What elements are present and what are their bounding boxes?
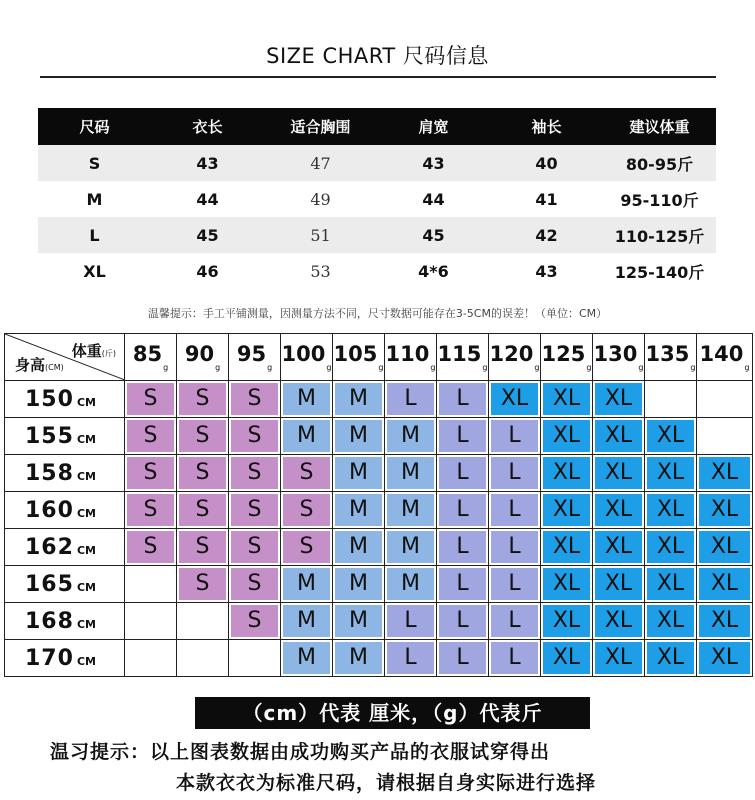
size-cell: [593, 529, 645, 566]
weight-header-135: [645, 334, 697, 381]
size-label: L: [456, 534, 469, 559]
size-label: S: [143, 423, 158, 448]
size-cell: [437, 529, 489, 566]
cell-sleeve: 41: [535, 189, 558, 209]
height-unit: CM: [76, 617, 96, 631]
size-cell: [541, 492, 593, 529]
size-label: M: [401, 534, 420, 559]
size-label: M: [349, 460, 368, 485]
size-cell: [125, 640, 177, 677]
height-value: 162: [25, 534, 74, 560]
table-row: [5, 566, 753, 603]
header-sleeve: 袖长: [490, 108, 603, 145]
weight-value: 125: [541, 342, 586, 366]
size-cell: [385, 418, 437, 455]
size-label: L: [508, 571, 521, 596]
size-cell: [333, 455, 385, 492]
weight-header-90: [177, 334, 229, 381]
size-label: M: [297, 423, 316, 448]
size-label: M: [401, 497, 420, 522]
size-cell: [281, 529, 333, 566]
size-label: S: [299, 460, 314, 485]
grid-corner: [5, 334, 125, 381]
size-label: M: [349, 423, 368, 448]
weight-value: 140: [699, 342, 744, 366]
size-label: L: [456, 497, 469, 522]
weight-header-140: [697, 334, 753, 381]
size-cell: [697, 640, 753, 677]
size-label: XL: [710, 571, 739, 596]
weight-value: 130: [593, 342, 638, 366]
cell-sleeve: 40: [490, 145, 603, 181]
weight-value: 110: [385, 342, 430, 366]
size-cell: [333, 418, 385, 455]
size-label: XL: [552, 645, 581, 670]
weight-header-120: [489, 334, 541, 381]
size-label: S: [195, 460, 210, 485]
height-unit: CM: [76, 580, 96, 594]
size-label: XL: [552, 608, 581, 633]
size-label: XL: [656, 497, 685, 522]
cell-shoulder: 44: [422, 189, 445, 209]
size-cell: [281, 566, 333, 603]
height-unit: CM: [76, 432, 96, 446]
size-cell: [177, 455, 229, 492]
size-label: M: [297, 386, 316, 411]
size-cell: [229, 455, 281, 492]
size-label: XL: [656, 534, 685, 559]
weight-header-125: [541, 334, 593, 381]
size-cell: [281, 640, 333, 677]
cell-shoulder: 43: [377, 145, 490, 181]
size-cell: [333, 381, 385, 418]
size-label: L: [508, 497, 521, 522]
cell-size: M: [86, 189, 103, 209]
size-cell: [645, 640, 697, 677]
size-label: S: [247, 460, 262, 485]
header-weight: 建议体重: [603, 108, 716, 145]
size-cell: [541, 381, 593, 418]
cell-chest: 47: [264, 145, 377, 181]
size-cell: [645, 603, 697, 640]
size-label: M: [349, 497, 368, 522]
tip-line-1: 温习提示：以上图表数据由成功购买产品的衣服试穿得出: [50, 741, 551, 763]
weight-value: 120: [489, 342, 534, 366]
height-unit: CM: [76, 469, 96, 483]
size-cell: [645, 566, 697, 603]
size-cell: [385, 492, 437, 529]
size-cell: [281, 603, 333, 640]
size-label: L: [508, 460, 521, 485]
table-row: [38, 145, 716, 181]
size-label: S: [247, 497, 262, 522]
size-label: S: [195, 423, 210, 448]
size-cell: [229, 640, 281, 677]
size-cell: [333, 492, 385, 529]
size-cell: [697, 529, 753, 566]
size-label: XL: [710, 645, 739, 670]
size-cell: [645, 455, 697, 492]
page-title: SIZE CHART 尺码信息: [266, 44, 489, 68]
weight-value: 90: [184, 342, 215, 366]
weight-unit: g: [744, 363, 750, 372]
size-cell: [177, 529, 229, 566]
size-cell: [645, 418, 697, 455]
size-cell: [333, 529, 385, 566]
size-cell: [229, 492, 281, 529]
size-cell: [385, 381, 437, 418]
size-cell: [229, 566, 281, 603]
height-unit: CM: [76, 654, 96, 668]
cell-length: 44: [196, 189, 219, 209]
corner-weight-label: 体重(斤): [71, 342, 116, 360]
header-chest: 适合胸围: [264, 108, 377, 145]
cell-size: XL: [83, 261, 106, 281]
size-cell: [385, 455, 437, 492]
size-label: XL: [552, 534, 581, 559]
size-cell: [593, 603, 645, 640]
size-label: S: [247, 534, 262, 559]
size-cell: [437, 455, 489, 492]
size-cell: [489, 492, 541, 529]
size-label: XL: [604, 571, 633, 596]
weight-value: 135: [645, 342, 690, 366]
corner-height-label: 身高(CM): [15, 356, 64, 374]
size-label: S: [143, 497, 158, 522]
size-cell: [697, 492, 753, 529]
size-label: M: [401, 460, 420, 485]
size-label: S: [143, 534, 158, 559]
cell-chest: 49: [310, 189, 331, 209]
size-label: XL: [656, 571, 685, 596]
size-label: S: [299, 497, 314, 522]
size-cell: [229, 418, 281, 455]
size-cell: [437, 566, 489, 603]
height-label-158: [5, 455, 125, 492]
size-label: XL: [656, 608, 685, 633]
height-value: 170: [25, 645, 74, 671]
weight-value: 85: [132, 342, 163, 366]
size-cell: [281, 492, 333, 529]
size-label: S: [143, 386, 158, 411]
weight-unit: g: [163, 363, 169, 372]
cell-shoulder: 45: [377, 217, 490, 253]
weight-value: 105: [333, 342, 378, 366]
size-cell: [385, 529, 437, 566]
table-row: [5, 529, 753, 566]
size-cell: [541, 529, 593, 566]
size-label: XL: [604, 423, 633, 448]
size-label: XL: [710, 497, 739, 522]
size-cell: [177, 418, 229, 455]
height-value: 158: [25, 460, 74, 486]
size-cell: [385, 566, 437, 603]
size-cell: [333, 566, 385, 603]
size-label: M: [401, 571, 420, 596]
size-cell: [333, 603, 385, 640]
weight-header-85: [125, 334, 177, 381]
size-cell: [125, 603, 177, 640]
height-value: 150: [25, 386, 74, 412]
size-label: M: [297, 645, 316, 670]
weight-header-110: [385, 334, 437, 381]
height-value: 155: [25, 423, 74, 449]
size-label: L: [508, 534, 521, 559]
weight-unit: g: [638, 363, 644, 372]
cell-length: 45: [151, 217, 264, 253]
height-unit: CM: [76, 395, 96, 409]
size-label: S: [195, 571, 210, 596]
size-label: L: [456, 608, 469, 633]
cell-size: L: [38, 217, 151, 253]
size-cell: [593, 455, 645, 492]
size-label: XL: [710, 534, 739, 559]
size-cell: [177, 492, 229, 529]
weight-header-115: [437, 334, 489, 381]
cell-chest: 51: [264, 217, 377, 253]
weight-header-95: [229, 334, 281, 381]
table-row: [5, 418, 753, 455]
weight-unit: g: [430, 363, 436, 372]
size-cell: [125, 381, 177, 418]
table-row: [5, 492, 753, 529]
size-label: XL: [552, 497, 581, 522]
size-label: XL: [552, 423, 581, 448]
tip-line-2: 本款衣衣为标准尺码，请根据自身实际进行选择: [176, 772, 597, 794]
size-label: L: [404, 645, 417, 670]
cell-weight: 125-140斤: [614, 262, 705, 282]
size-cell: [437, 640, 489, 677]
size-cell: [437, 492, 489, 529]
height-label-165: [5, 566, 125, 603]
size-cell: [125, 418, 177, 455]
size-cell: [489, 455, 541, 492]
size-cell: [697, 603, 753, 640]
size-label: L: [456, 571, 469, 596]
size-label: S: [247, 423, 262, 448]
size-cell: [697, 566, 753, 603]
size-cell: [489, 418, 541, 455]
size-cell: [229, 381, 281, 418]
cell-weight: 80-95斤: [603, 145, 716, 181]
header-shoulder: 肩宽: [377, 108, 490, 145]
size-label: XL: [604, 534, 633, 559]
size-cell: [281, 381, 333, 418]
size-label: M: [349, 534, 368, 559]
size-cell: [541, 566, 593, 603]
header-length: 衣长: [151, 108, 264, 145]
size-cell: [489, 381, 541, 418]
size-label: S: [247, 608, 262, 633]
weight-unit: g: [215, 363, 221, 372]
weight-value: 100: [281, 342, 326, 366]
size-label: L: [508, 423, 521, 448]
height-unit: CM: [76, 543, 96, 557]
size-label: XL: [710, 608, 739, 633]
size-cell: [385, 603, 437, 640]
size-cell: [437, 603, 489, 640]
cell-weight: 110-125斤: [603, 217, 716, 253]
size-cell: [593, 492, 645, 529]
grid-header-row: [5, 334, 753, 381]
weight-value: 115: [437, 342, 482, 366]
size-label: XL: [656, 460, 685, 485]
size-label: XL: [500, 386, 529, 411]
cell-length: 46: [196, 261, 219, 281]
size-cell: [229, 603, 281, 640]
size-label: S: [195, 534, 210, 559]
weight-unit: g: [690, 363, 696, 372]
height-weight-size-grid: [4, 333, 753, 677]
size-label: S: [299, 534, 314, 559]
weight-unit: g: [482, 363, 488, 372]
weight-unit: g: [326, 363, 332, 372]
size-label: XL: [604, 608, 633, 633]
size-label: L: [456, 645, 469, 670]
size-label: M: [297, 571, 316, 596]
table-row: [38, 217, 716, 253]
size-cell: [645, 529, 697, 566]
size-label: XL: [656, 423, 685, 448]
size-cell: [437, 381, 489, 418]
cell-chest: 53: [310, 261, 331, 281]
table-row: [5, 381, 753, 418]
size-label: M: [349, 571, 368, 596]
size-cell: [229, 529, 281, 566]
size-cell: [125, 529, 177, 566]
size-cell: [333, 640, 385, 677]
size-cell: [645, 492, 697, 529]
table-row: [38, 181, 716, 217]
size-cell: [697, 455, 753, 492]
size-label: M: [349, 386, 368, 411]
cell-length: 43: [151, 145, 264, 181]
size-cell: [489, 603, 541, 640]
cell-shoulder: 4*6: [418, 261, 449, 281]
height-label-170: [5, 640, 125, 677]
size-label: S: [247, 386, 262, 411]
weight-unit: g: [534, 363, 540, 372]
weight-unit: g: [586, 363, 592, 372]
size-cell: [489, 640, 541, 677]
size-label: S: [195, 497, 210, 522]
header-size: 尺码: [38, 108, 151, 145]
height-label-155: [5, 418, 125, 455]
unit-legend: （cm）代表 厘米，（g）代表斤: [195, 697, 590, 729]
weight-header-130: [593, 334, 645, 381]
height-value: 160: [25, 497, 74, 523]
size-label: M: [349, 645, 368, 670]
height-unit: CM: [76, 506, 96, 520]
size-cell: [541, 455, 593, 492]
size-cell: [177, 381, 229, 418]
size-label: XL: [604, 386, 633, 411]
size-cell: [281, 455, 333, 492]
size-label: XL: [656, 645, 685, 670]
size-label: XL: [710, 460, 739, 485]
height-label-150: [5, 381, 125, 418]
size-label: S: [143, 460, 158, 485]
size-cell: [177, 603, 229, 640]
height-label-162: [5, 529, 125, 566]
height-label-168: [5, 603, 125, 640]
size-cell: [281, 418, 333, 455]
size-spec-header-row: [38, 108, 716, 145]
height-label-160: [5, 492, 125, 529]
height-value: 168: [25, 608, 74, 634]
table-row: [5, 455, 753, 492]
size-cell: [593, 566, 645, 603]
size-cell: [125, 566, 177, 603]
size-cell: [177, 566, 229, 603]
size-label: XL: [552, 460, 581, 485]
size-label: M: [349, 608, 368, 633]
size-label: L: [456, 460, 469, 485]
size-cell: [697, 418, 753, 455]
size-cell: [177, 640, 229, 677]
size-spec-table: [38, 108, 716, 289]
weight-unit: g: [378, 363, 384, 372]
weight-header-100: [281, 334, 333, 381]
table-row: [5, 603, 753, 640]
title-divider: [40, 76, 716, 78]
size-label: XL: [604, 645, 633, 670]
weight-unit: g: [267, 363, 273, 372]
cell-sleeve: 42: [490, 217, 603, 253]
size-label: S: [247, 571, 262, 596]
size-cell: [541, 603, 593, 640]
size-cell: [645, 381, 697, 418]
height-value: 165: [25, 571, 74, 597]
weight-header-105: [333, 334, 385, 381]
size-cell: [593, 418, 645, 455]
size-label: L: [456, 423, 469, 448]
size-cell: [385, 640, 437, 677]
size-cell: [489, 566, 541, 603]
size-cell: [437, 418, 489, 455]
measurement-note: 温馨提示：手工平铺测量，因测量方法不同，尺寸数据可能存在3-5CM的误差！（单位：CM）: [147, 307, 608, 320]
cell-weight: 95-110斤: [620, 190, 699, 210]
size-cell: [541, 418, 593, 455]
size-label: XL: [604, 497, 633, 522]
size-cell: [697, 381, 753, 418]
size-label: XL: [552, 571, 581, 596]
size-label: M: [297, 608, 316, 633]
size-label: XL: [604, 460, 633, 485]
size-label: M: [401, 423, 420, 448]
size-label: S: [195, 386, 210, 411]
cell-size: S: [38, 145, 151, 181]
size-label: XL: [552, 386, 581, 411]
size-cell: [489, 529, 541, 566]
size-cell: [541, 640, 593, 677]
size-label: L: [404, 386, 417, 411]
size-label: L: [404, 608, 417, 633]
table-row: [5, 640, 753, 677]
weight-value: 95: [236, 342, 267, 366]
size-label: L: [456, 386, 469, 411]
size-cell: [593, 640, 645, 677]
size-label: L: [508, 645, 521, 670]
size-cell: [125, 455, 177, 492]
cell-sleeve: 43: [535, 261, 558, 281]
table-row: [38, 253, 716, 289]
size-cell: [593, 381, 645, 418]
size-label: L: [508, 608, 521, 633]
size-cell: [125, 492, 177, 529]
